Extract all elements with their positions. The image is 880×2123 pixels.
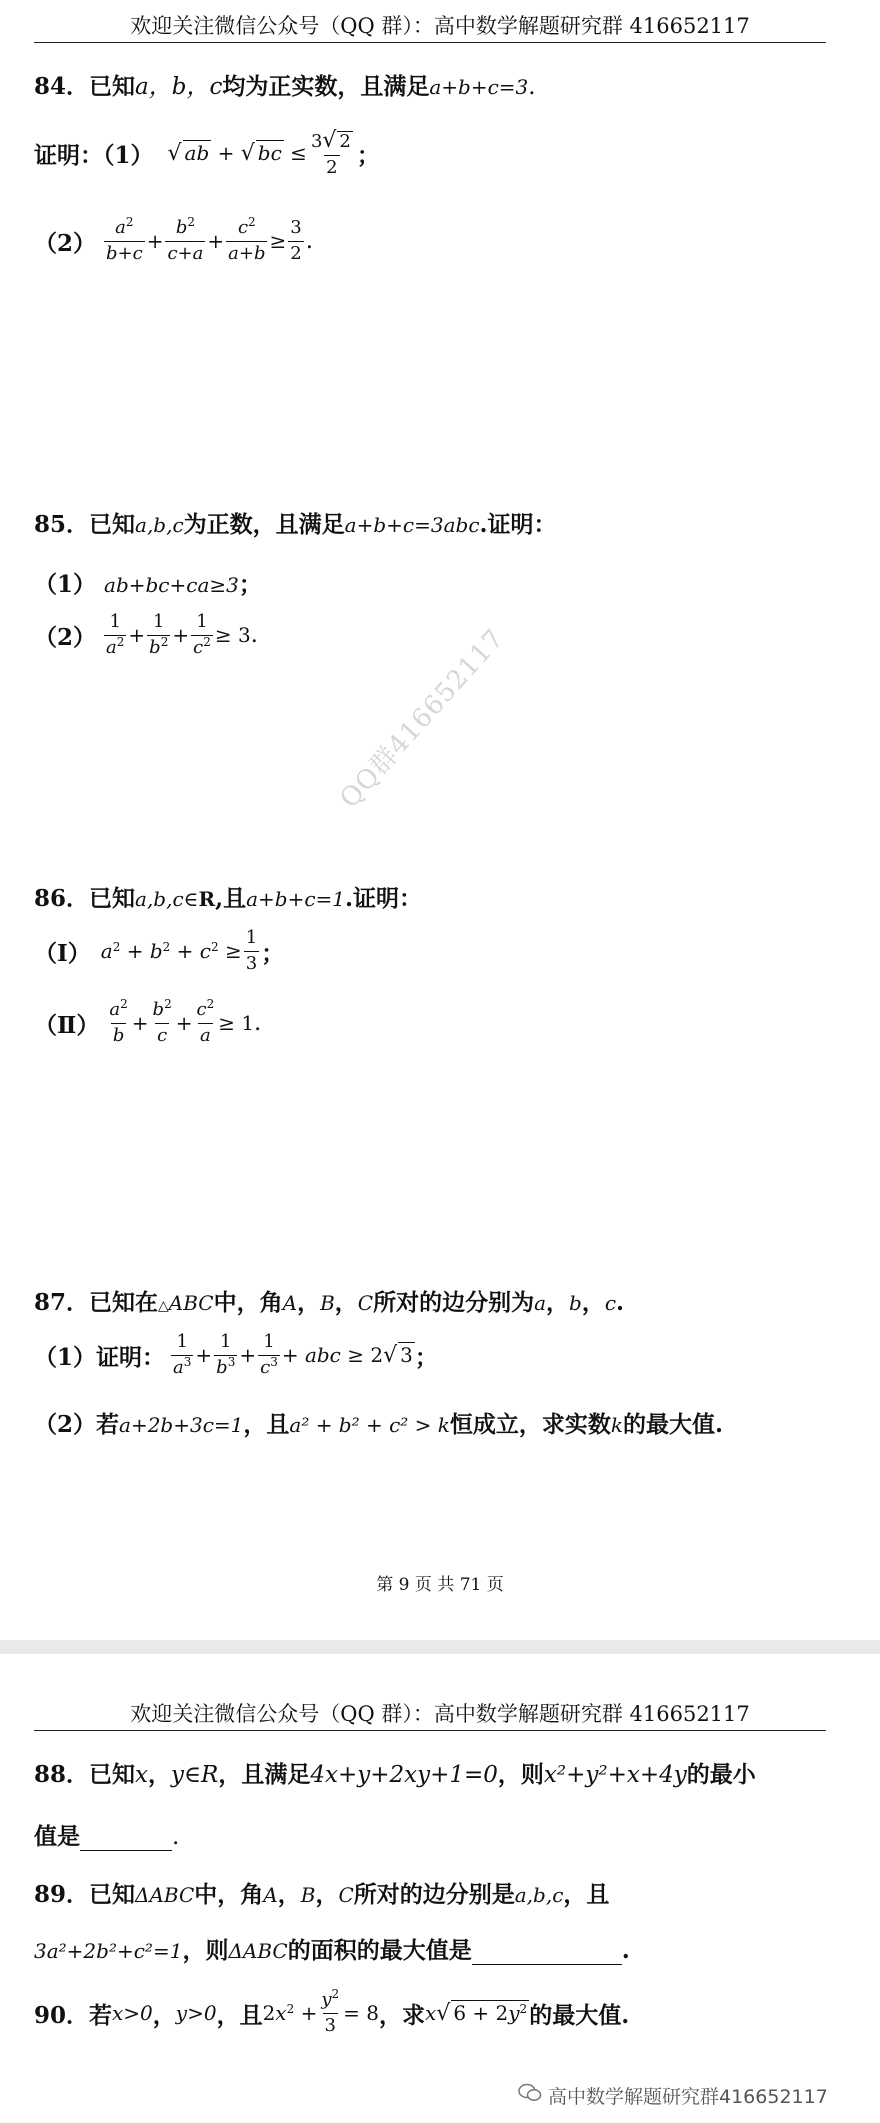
page-header: 欢迎关注微信公众号（QQ 群）：高中数学解题研究群 416652117 <box>130 14 750 38</box>
header-rule <box>34 42 826 43</box>
wechat-icon <box>518 2083 542 2108</box>
page-footer: 第 9 页 共 71 页 <box>376 1575 504 1595</box>
problem-86-stem: 86．已知a,b,c∈R,且a+b+c=1.证明： <box>34 885 423 912</box>
problem-86-part2: （Ⅱ） $\frac{a^2}{b}$ + $\frac{b^2}{c}$ + $\frac{c^2}{a}$ ≥ 1 . <box>34 997 262 1046</box>
problem-88-stem: 88．已知x，y∈R，且满足4x+y+2xy+1=0，则x²+y²+x+4y的最小 <box>34 1761 756 1788</box>
answer-blank-89[interactable] <box>472 1938 622 1965</box>
page-gap <box>0 1640 880 1654</box>
problem-84-stem: 84．已知a，b，c均为正实数，且满足a+b+c=3. <box>34 73 536 100</box>
watermark: QQ群416652117 <box>334 623 511 815</box>
problem-85-stem: 85．已知a,b,c为正数，且满足a+b+c=3abc.证明： <box>34 511 557 538</box>
problem-87-part1: （1）证明： $\frac{1}{a^3}$ + $\frac{1}{b^3}$ + $\frac{1}{c^3}$ + abc ≥ 2√ 3 ； <box>34 1331 438 1378</box>
problem-87-stem: 87．已知在△ABC中，角A，B，C所对的边分别为a，b，c. <box>34 1289 625 1316</box>
problem-88-line2: 值是 . <box>34 1823 180 1850</box>
problem-84-part2: （2） $\frac{a^2}{b+c}$ + $\frac{b^2}{c+a}$ + $\frac{c^2}{a+b}$ ≥ $\frac{3}{2}$ . <box>34 215 314 264</box>
problem-90-stem: 90． 若 x>0 ， y>0 ，且 $2x^2$ + $\frac{y^2}{3}$ = 8 ，求 x√ $6 + 2y^2$ 的最大值. <box>34 1987 630 2036</box>
answer-blank-88[interactable] <box>80 1824 172 1851</box>
page-10 <box>0 1654 880 2123</box>
page-header-2: 欢迎关注微信公众号（QQ 群）：高中数学解题研究群 416652117 <box>130 1702 750 1726</box>
problem-85-part2: （2） $\frac{1}{a^2}$ + $\frac{1}{b^2}$ + $\frac{1}{c^2}$ ≥ 3 . <box>34 611 258 658</box>
problem-87-part2: （2）若a+2b+3c=1，且a² + b² + c² > k恒成立，求实数k的最大值. <box>34 1411 724 1438</box>
problem-85-part1: （1） ab+bc+ca≥3； <box>34 571 262 598</box>
problem-89-line2: 3a²+2b²+c²=1，则ΔABC的面积的最大值是 . <box>34 1937 630 1964</box>
problem-89-stem: 89．已知ΔABC中，角A，B，C所对的边分别是a,b,c，且 <box>34 1881 610 1908</box>
header-rule-2 <box>34 1730 826 1731</box>
problem-86-part1: （Ⅰ） $a^2 + b^2 + c^2$ ≥ $\frac{1}{3}$ ； <box>34 927 285 974</box>
problem-84-part1: 证明：（1） √ ab + √ bc ≤ $\frac{3√ 2}{2}$ ； <box>34 128 380 179</box>
wechat-brand: 高中数学解题研究群416652117 <box>518 2082 828 2109</box>
